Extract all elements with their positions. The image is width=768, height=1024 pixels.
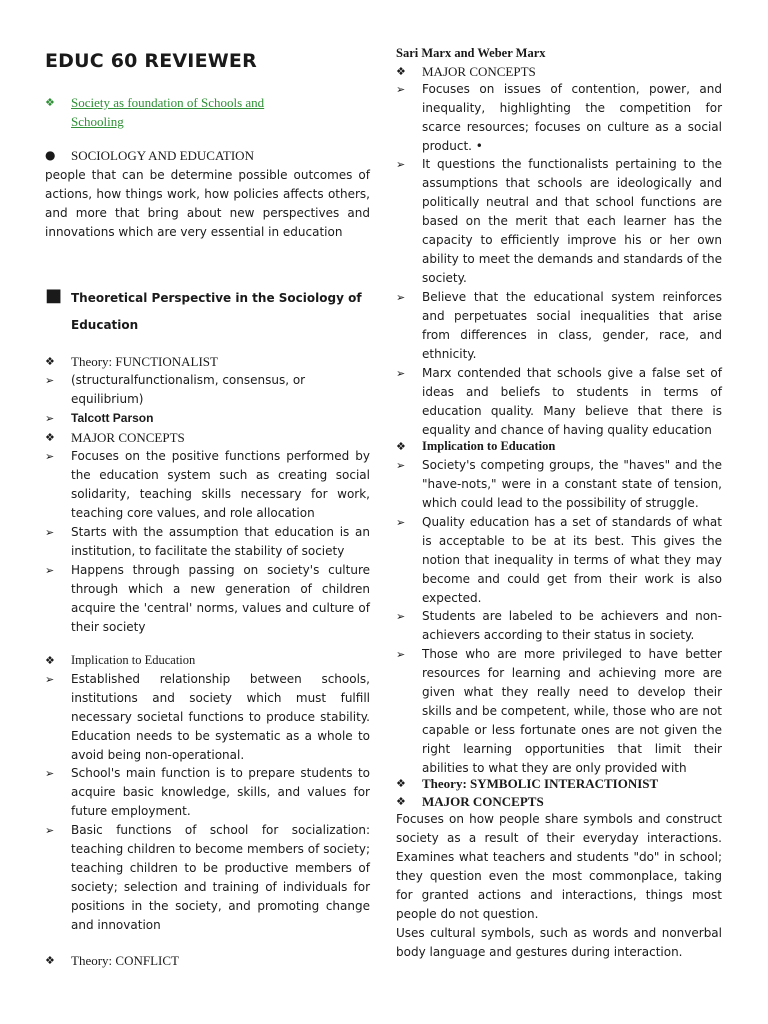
diamond-icon: ❖: [45, 954, 55, 967]
sari-marx-heading: Sari Marx and Weber Marx: [396, 46, 546, 60]
list-item: ➢ Basic functions of school for socialization: teaching children to become members of society; teaching children to be productive members of society; selection and training of individuals for positions in the society, and promoting change and innovation: [45, 821, 370, 935]
list-item: ➢ Happens through passing on society's culture through which a new generation of children acquire the 'central' norms, values and culture of their society: [45, 561, 370, 637]
list-item: ➢ It questions the functionalists pertaining to the assumptions that schools are ideologically and politically neutral and that school functions are based on the merit that each learner has the capacity to efficiently improve his or her own ability to meet the demands and standards of the society.: [396, 155, 722, 288]
sociology-paragraph: people that can be determine possible outcomes of actions, how things work, how policies affects others, and more that bring about new perspectives and innovations which are very essential in education: [45, 168, 370, 239]
theoretical-line2: Education: [71, 318, 139, 332]
list-item: ➢ School's main function is to prepare students to acquire basic knowledge, skills, and values for future employment.: [45, 764, 370, 821]
list-item: ➢ Talcott Parson: [45, 409, 370, 428]
list-item: ➢ Quality education has a set of standards of what is acceptable to be at its best. This gives the notion that inequality in terms of what they may become and could get from their work is also expected.: [396, 513, 722, 608]
symbolic-heading: ❖ Theory: SYMBOLIC INTERACTIONIST: [396, 776, 659, 791]
list-item: ➢ Believe that the educational system reinforces and perpetuates social inequalities that arise from differences in class, gender, race, and ethnicity.: [396, 288, 722, 364]
sociology-heading: [45, 146, 370, 165]
arrow-icon: ➢: [45, 450, 55, 463]
diamond-icon: ❖: [396, 777, 406, 790]
list-item: ➢ Established relationship between schools, institutions and society which must fulfill necessary societal functions to produce stability. Education needs to be systematic as a whole to avoid being non-operational.: [45, 670, 370, 765]
list-item: ➢ Marx contended that schools give a false set of ideas and beliefs to students in terms of education quality. Many believe that there is equality and chance of having quality education: [396, 364, 722, 440]
theoretical-heading: [45, 285, 370, 339]
arrow-icon: ➢: [396, 83, 406, 96]
arrow-icon: ➢: [45, 824, 55, 837]
functionalist-heading: [45, 352, 370, 371]
diamond-icon: ❖: [45, 355, 55, 368]
diamond-icon: ❖: [396, 795, 406, 808]
list-item: ➢ Starts with the assumption that education is an institution, to facilitate the stability of society: [45, 523, 370, 561]
arrow-icon: ➢: [396, 158, 406, 171]
list-item: ➢ Those who are more privileged to have better resources for learning and achieving more are given what they really need to develop their skills and be competent, while, those who are not capable or less fortunate ones are not given the right learning opportunities that limit their abilities to what they are only provided with: [396, 645, 722, 778]
arrow-icon: ➢: [45, 564, 55, 577]
square-icon: ■: [45, 285, 63, 306]
list-item: ➢ Society's competing groups, the "haves" and the "have-nots," were in a constant state of tension, which could lead to the possibility of struggle.: [396, 456, 722, 513]
implication-heading: ❖ Implication to Education: [45, 651, 370, 670]
list-item: ➢ Students are labeled to be achievers and non-achievers according to their status in society.: [396, 607, 722, 645]
arrow-icon: ➢: [45, 526, 55, 539]
arrow-icon: ➢: [45, 767, 55, 780]
dot-icon: ●: [45, 148, 56, 162]
symbolic-paragraph-1: Focuses on how people share symbols and construct society as a result of their everyday interactions. Examines what teachers and students "do" in school; they question even the most commonplace, taking for granted actions and interactions, things most people do not question.: [396, 812, 722, 921]
diamond-icon: ❖: [45, 654, 55, 667]
arrow-icon: ➢: [396, 610, 406, 623]
major-concepts-heading: ❖ MAJOR CONCEPTS: [45, 430, 185, 445]
list-item: ➢ (structuralfunctionalism, consensus, or equilibrium): [45, 371, 370, 409]
society-heading-line1: Society as foundation of Schools and: [71, 95, 265, 110]
arrow-icon: ➢: [396, 291, 406, 304]
diamond-icon: ❖: [396, 440, 406, 453]
arrow-icon: ➢: [396, 459, 406, 472]
arrow-icon: ➢: [45, 412, 55, 425]
list-item: ➢ Focuses on issues of contention, power, and inequality, highlighting the competition for scarce resources; focuses on culture as a social product. •: [396, 80, 722, 156]
major-concepts-heading: ❖ MAJOR CONCEPTS: [396, 64, 536, 79]
sociology-heading-text: SOCIOLOGY AND EDUCATION: [71, 148, 254, 163]
diamond-icon: ❖: [396, 65, 406, 78]
major-concepts-heading-2: ❖ MAJOR CONCEPTS: [396, 794, 544, 809]
arrow-icon: ➢: [396, 367, 406, 380]
arrow-icon: ➢: [396, 516, 406, 529]
arrow-icon: ➢: [45, 374, 55, 387]
society-heading-line2: Schooling: [71, 114, 124, 129]
page-title: EDUC 60 REVIEWER: [45, 50, 257, 72]
diamond-icon: ❖: [45, 96, 55, 109]
implication-heading: ❖ Implication to Education: [396, 437, 722, 456]
society-heading: [45, 93, 370, 131]
arrow-icon: ➢: [45, 673, 55, 686]
arrow-icon: ➢: [396, 648, 406, 661]
functionalist-heading-text: Theory: FUNCTIONALIST: [71, 354, 218, 369]
conflict-heading: ❖ Theory: CONFLICT: [45, 953, 179, 968]
symbolic-paragraph-2: Uses cultural symbols, such as words and nonverbal body language and gestures during interaction.: [396, 926, 722, 959]
diamond-icon: ❖: [45, 431, 55, 444]
list-item: ➢ Focuses on the positive functions performed by the education system such as creating social solidarity, teaching skills necessary for work, teaching core values, and role allocation: [45, 447, 370, 523]
theoretical-line1: Theoretical Perspective in the Sociology of: [71, 291, 362, 305]
